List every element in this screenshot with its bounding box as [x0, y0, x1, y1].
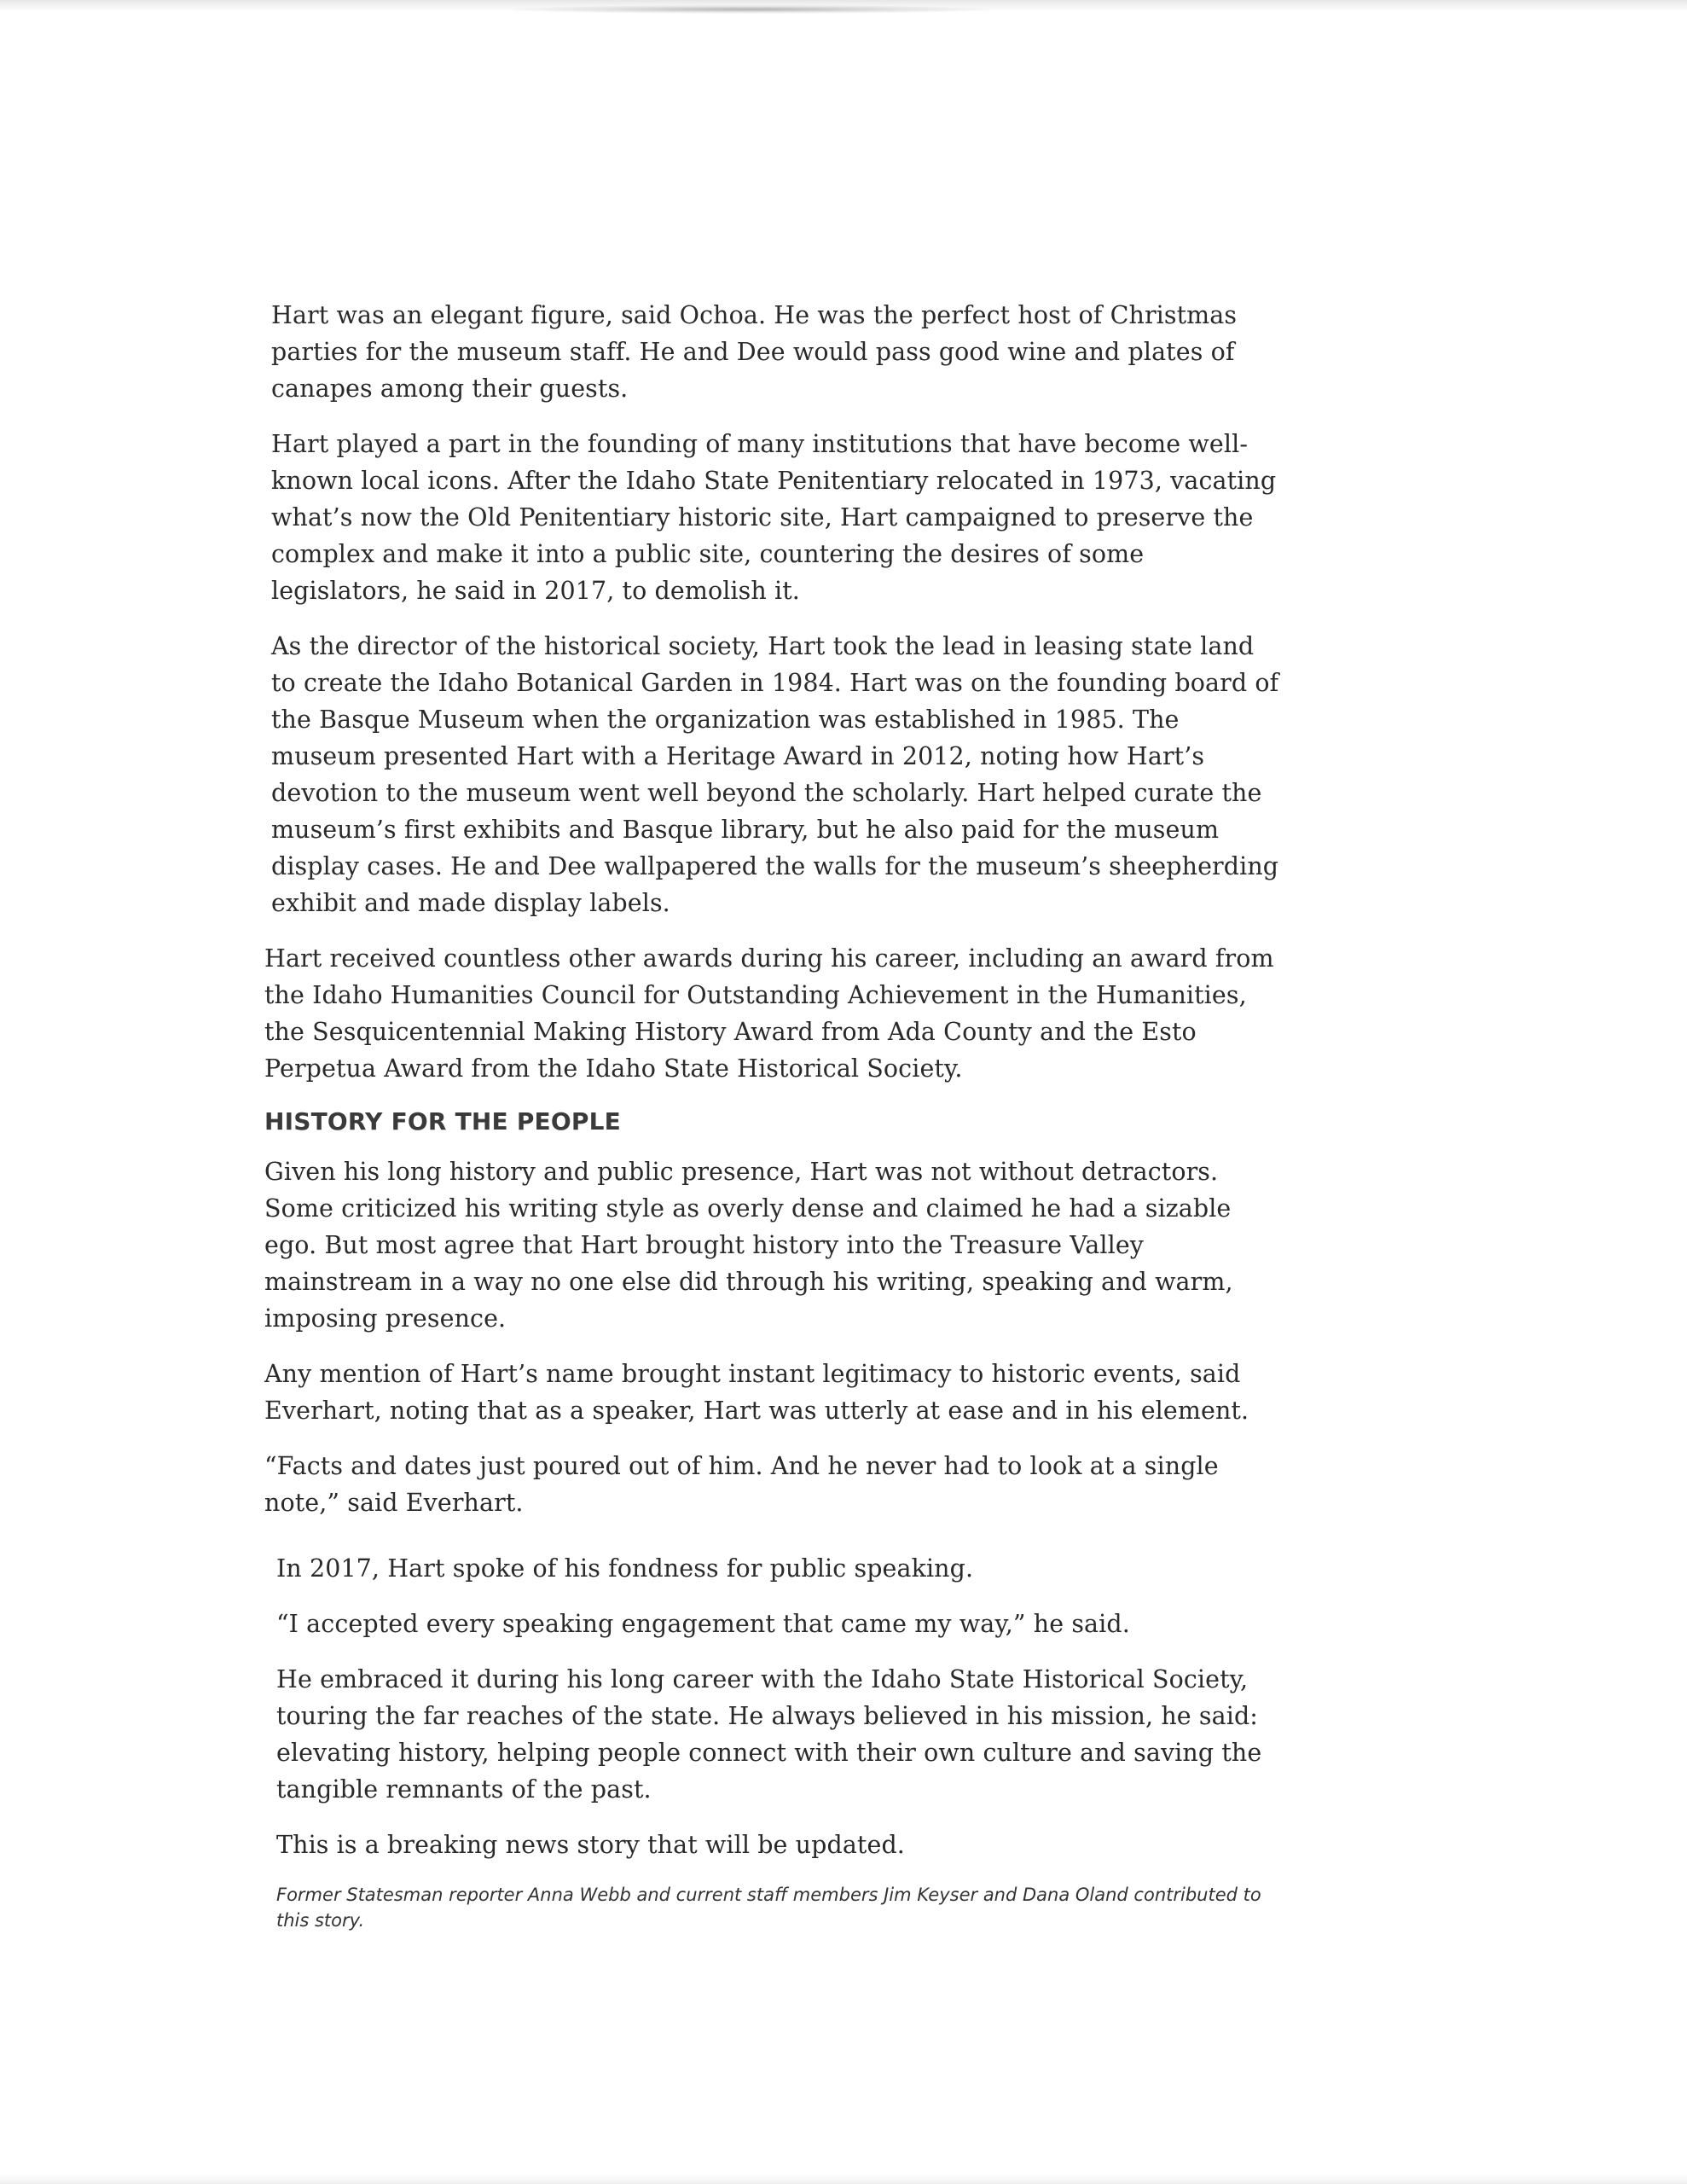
paragraph-awards: Hart received countless other awards during his career, including an award from the Idaho Humanities Council for Outstanding Achievement in the Humanities, the Sesquicentennial Making History Award from Ada County and the Esto Perpetua Award from the Idaho State Historical Society. — [264, 944, 1274, 1083]
contributor-credit: Former Statesman reporter Anna Webb and current staff members Jim Keyser and Dana Oland contributed to this story. — [276, 1885, 1261, 1931]
paragraph-legitimacy: Any mention of Hart’s name brought instant legitimacy to historic events, said Everhart, noting that as a speaker, Hart was utterly at ease and in his element. — [264, 1360, 1249, 1425]
paragraph-ochoa-quote: Hart was an elegant figure, said Ochoa. He was the perfect host of Christmas parties for the museum staff. He and Dee would pass good wine and plates of canapes among their guests. — [271, 301, 1238, 403]
paragraph-botanical-garden-basque-museum: As the director of the historical society, Hart took the lead in leasing state land to create the Idaho Botanical Garden in 1984. Hart was on the founding board of the Basque Museum when the organization was established in 1985. The museum presented Hart with a Heritage Award in 2012, noting how Hart’s devotion to the museum went well beyond the scholarly. Hart helped curate the museum’s first exhibits and Basque library, but he also paid for the museum display cases. He and Dee wallpapered the walls for the museum’s sheepherding exhibit and made display labels. — [271, 632, 1279, 917]
paragraph-speaking-quote: “I accepted every speaking engagement that came my way,” he said. — [276, 1610, 1130, 1638]
article-body — [264, 297, 1279, 1933]
paragraph-detractors: Given his long history and public presence, Hart was not without detractors. Some criticized his writing style as overly dense and claimed he had a sizable ego. But most agree that Hart brought history into the Treasure Valley mainstream in a way no one else did through his writing, speaking and warm, imposing presence. — [264, 1158, 1233, 1333]
paragraph-mission: He embraced it during his long career with the Idaho State Historical Society, touring the far reaches of the state. He always believed in his mission, he said: elevating history, helping people connect with their own culture and saving the tangible remnants of the past. — [276, 1665, 1262, 1804]
paragraph-breaking-news: This is a breaking news story that will be updated. — [276, 1831, 905, 1859]
section-heading: HISTORY FOR THE PEOPLE — [264, 1107, 621, 1136]
scan-smudge — [512, 5, 989, 14]
paragraph-everhart-quote: “Facts and dates just poured out of him. And he never had to look at a single note,” said Everhart. — [264, 1452, 1219, 1517]
scan-edge-bottom — [0, 2172, 1687, 2184]
paragraph-old-penitentiary: Hart played a part in the founding of many institutions that have become well-known local icons. After the Idaho State Penitentiary relocated in 1973, vacating what’s now the Old Penitentiary historic site, Hart campaigned to preserve the complex and make it into a public site, countering the desires of some legislators, he said in 2017, to demolish it. — [271, 430, 1277, 605]
paragraph-public-speaking: In 2017, Hart spoke of his fondness for public speaking. — [276, 1554, 974, 1583]
